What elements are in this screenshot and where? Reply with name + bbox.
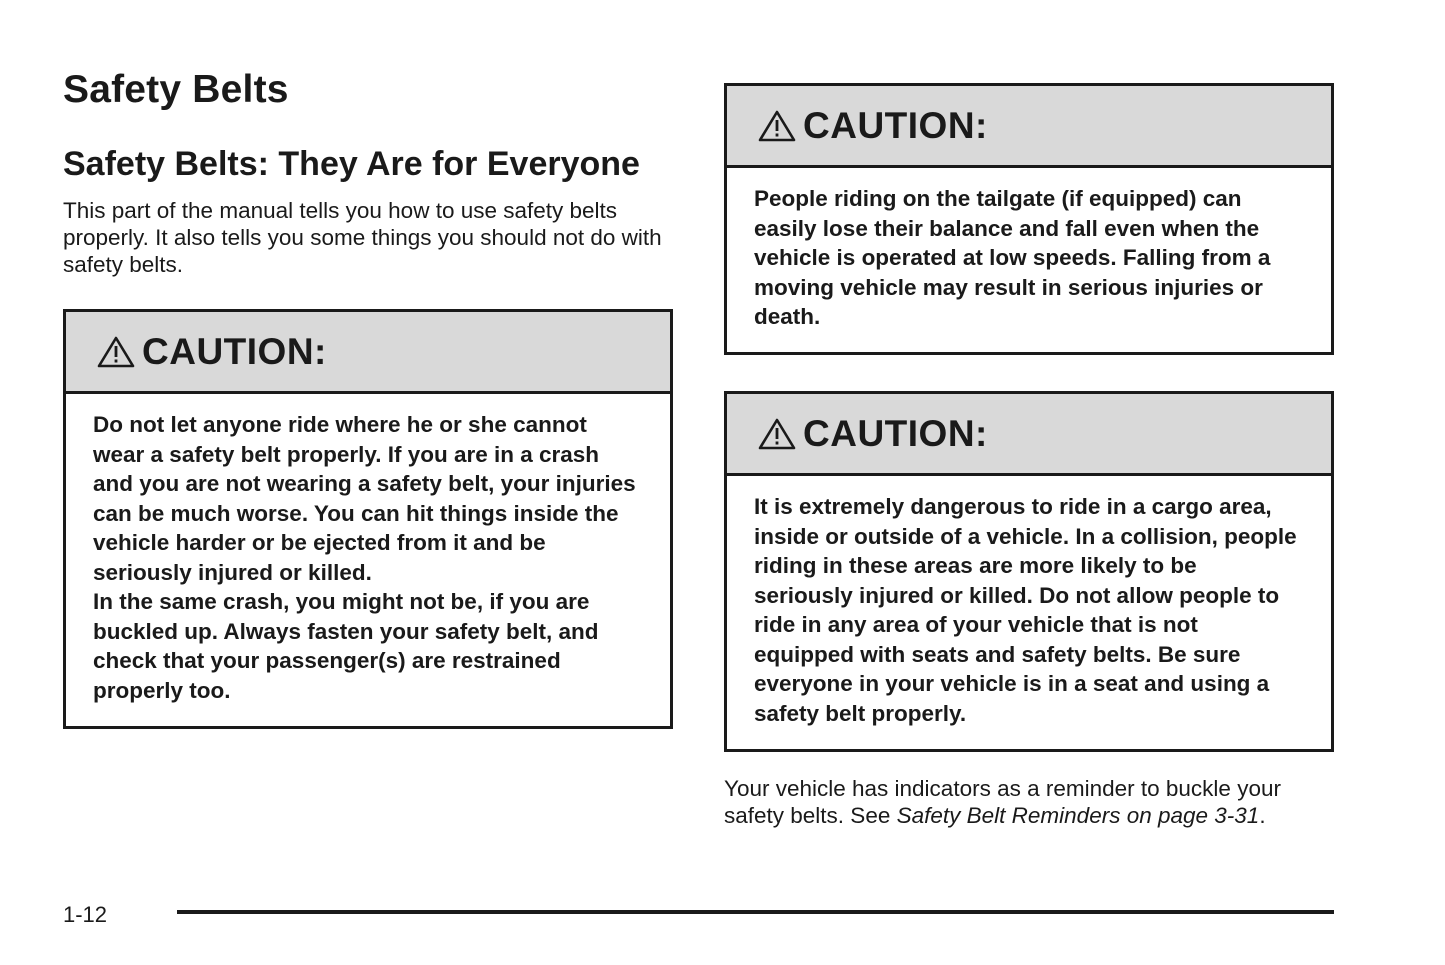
caution-heading: CAUTION: xyxy=(142,330,327,372)
footer-rule xyxy=(177,910,1334,914)
page-number: 1-12 xyxy=(63,902,108,927)
caution-box-2 xyxy=(724,83,1334,355)
caution-paragraph: It is extremely dangerous to ride in a cargo area, inside or outside of a vehicle. In a collision, people riding in these areas are more likely to be seriously injured or killed. Do not allow people to ride in any area of your vehicle that is not equipped with seats and safety belts. Be sure everyone in your vehicle is in a seat and using a safety belt properly. xyxy=(754,494,1297,726)
caution-heading: CAUTION: xyxy=(803,412,988,454)
warning-triangle-icon xyxy=(757,417,797,451)
caution-text xyxy=(66,394,670,725)
warning-triangle-icon xyxy=(757,109,797,143)
caution-header xyxy=(727,86,1331,168)
left-column xyxy=(63,64,673,703)
caution-paragraph: In the same crash, you might not be, if you are buckled up. Always fasten your safety belt, and check that your passenger(s) are restrained properly too. xyxy=(93,589,599,703)
page-reference-link[interactable]: Safety Belt Reminders on page 3-31 xyxy=(896,803,1260,828)
caution-header xyxy=(727,394,1331,476)
caution-box-1 xyxy=(63,309,673,729)
caution-box-3 xyxy=(724,391,1334,752)
reminder-text: Your vehicle has indicators as a reminder to buckle your safety belts. See xyxy=(724,776,1281,828)
caution-heading: CAUTION: xyxy=(803,104,988,146)
caution-header xyxy=(66,312,670,394)
caution-paragraph: People riding on the tailgate (if equipped) can easily lose their balance and fall even when the vehicle is operated at low speeds. Falling from a moving vehicle may result in serious injuries or death. xyxy=(754,186,1271,329)
caution-text xyxy=(727,168,1331,352)
intro-paragraph: This part of the manual tells you how to use safety belts properly. It also tells you some things you should not do with safety belts. xyxy=(63,198,662,277)
caution-paragraph: Do not let anyone ride where he or she cannot wear a safety belt properly. If you are in a crash and you are not wearing a safety belt, your injuries can be much worse. You can hit things inside the vehicle harder or be ejected from it and be seriously injured or killed. xyxy=(93,412,636,585)
caution-text xyxy=(727,476,1331,748)
warning-triangle-icon xyxy=(96,335,136,369)
section-title: Safety Belts: They Are for Everyone xyxy=(63,145,640,183)
page-title: Safety Belts xyxy=(63,68,289,111)
reminder-end: . xyxy=(1259,803,1266,828)
reminder-paragraph xyxy=(724,775,1344,829)
